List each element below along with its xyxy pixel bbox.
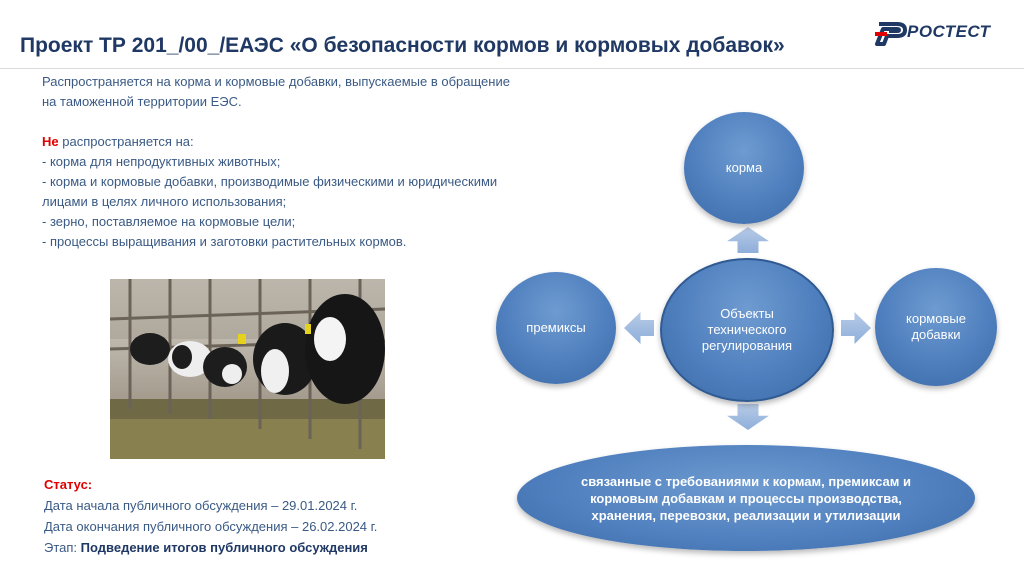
applies-line-2: на таможенной территории ЕЭС.	[42, 94, 242, 109]
discussion-end: Дата окончания публичного обсуждения – 26.02.2024 г.	[44, 519, 378, 534]
logo-text: РОСТЕСТ	[907, 22, 991, 41]
arrow-up-icon	[727, 227, 769, 253]
arrow-down-icon	[727, 404, 769, 430]
exclusion-item: - процессы выращивания и заготовки растительных кормов.	[42, 234, 407, 249]
discussion-start: Дата начала публичного обсуждения – 29.01.2024 г.	[44, 498, 358, 513]
node-kormovye-dobavki	[875, 268, 997, 386]
cows-photo	[110, 279, 385, 459]
stage-label: Этап:	[44, 540, 81, 555]
exclusion-item: - зерно, поставляемое на кормовые цели;	[42, 214, 296, 229]
node-center	[660, 258, 834, 402]
node-premiksy	[496, 272, 616, 384]
node-bottom	[517, 445, 975, 551]
not-applies-rest: распространяется на:	[58, 134, 194, 149]
node-korma	[684, 112, 804, 224]
scope-text	[42, 72, 582, 252]
node-center-label: Объекты технического регулирования	[701, 306, 793, 353]
header-divider	[0, 68, 1024, 69]
status-block	[44, 474, 484, 558]
not-word: Не	[42, 134, 59, 149]
exclusion-item: лицами в целях личного использования;	[42, 194, 287, 209]
status-heading: Статус:	[44, 477, 93, 492]
node-kormovye-dobavki-label: кормовые добавки	[906, 311, 966, 342]
not-applies-heading	[42, 132, 582, 152]
page-title: Проект ТР 201_/00_/ЕАЭС «О безопасности кормов и кормовых добавок»	[20, 34, 785, 57]
arrow-right-icon	[841, 312, 871, 344]
node-korma-label: корма	[725, 160, 763, 175]
stage-value: Подведение итогов публичного обсуждения	[80, 540, 368, 555]
stage-line	[44, 537, 484, 558]
applies-line-1: Распространяется на корма и кормовые добавки, выпускаемые в обращение	[42, 74, 510, 89]
node-bottom-label: связанные с требованиями к кормам, премиксам и кормовым добавкам и процессы производства, хранения, перевозки, реализации и утилизации	[581, 473, 911, 523]
node-premiksy-label: премиксы	[526, 320, 586, 335]
exclusion-item: - корма для непродуктивных животных;	[42, 154, 281, 169]
exclusion-item: - корма и кормовые добавки, производимые физическими и юридическими	[42, 174, 498, 189]
arrow-left-icon	[624, 312, 654, 344]
